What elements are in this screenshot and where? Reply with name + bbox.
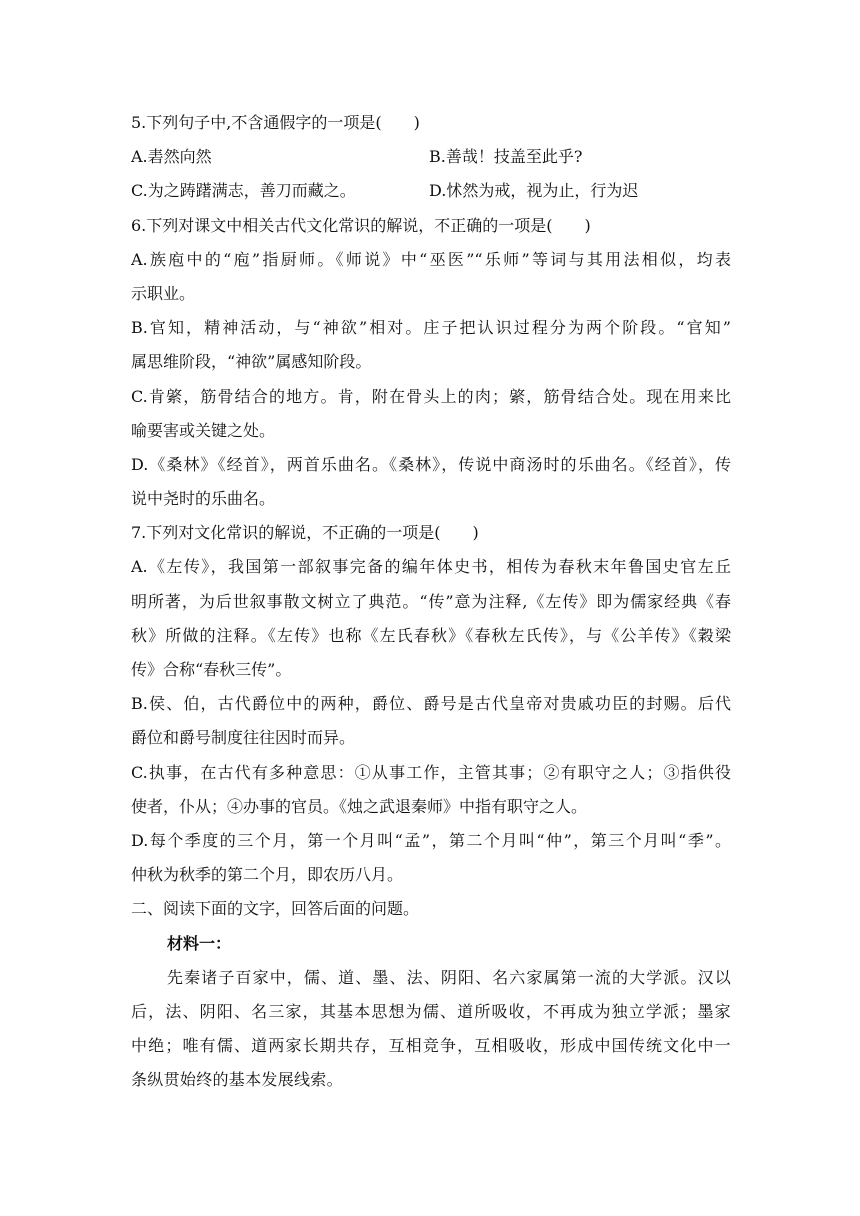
question-6-option-a-line: 示职业。 bbox=[131, 283, 196, 303]
question-6-stem: 6.下列对课文中相关古代文化常识的解说，不正确的一项是( ) bbox=[131, 215, 591, 235]
question-6-option-b-line: 属思维阶段，“神欲”属感知阶段。 bbox=[131, 352, 372, 372]
question-6-option-d-line: 说中尧时的乐曲名。 bbox=[131, 489, 276, 509]
material-1-line: 中绝；唯有儒、道两家长期共存，互相竞争，互相吸收，形成中国传统文化中一 bbox=[131, 1036, 731, 1056]
question-7-option-a-line: 传》合称“春秋三传”。 bbox=[131, 660, 292, 679]
question-7-option-a-line: 明所著，为后世叙事散文树立了典范。“传”意为注释,《左传》即为儒家经典《春 bbox=[131, 591, 731, 611]
material-1-title: 材料一： bbox=[167, 933, 232, 953]
question-7-option-b-line: 爵位和爵号制度往往因时而异。 bbox=[131, 728, 356, 748]
question-6-option-d-line: D.《桑林》《经首》，两首乐曲名。《桑林》，传说中商汤时的乐曲名。《经首》，传 bbox=[131, 454, 731, 474]
material-1-line: 先秦诸子百家中，儒、道、墨、法、阴阳、名六家属第一流的大学派。汉以 bbox=[167, 967, 731, 987]
material-1-line: 后，法、阴阳、名三家，其基本思想为儒、道所吸收，不再成为独立学派；墨家 bbox=[131, 1001, 731, 1021]
question-7-option-a-line: A.《左传》，我国第一部叙事完备的编年体史书，相传为春秋末年鲁国史官左丘 bbox=[131, 557, 731, 577]
question-7-option-b-line: B.侯、伯，古代爵位中的两种，爵位、爵号是古代皇帝对贵戚功臣的封赐。后代 bbox=[131, 694, 731, 714]
question-7-option-d-line: D.每个季度的三个月，第一个月叫“孟”，第二个月叫“仲”，第三个月叫“季”。 bbox=[131, 830, 731, 850]
question-5-option-a: A.砉然向然 bbox=[131, 147, 212, 167]
question-7-stem: 7.下列对文化常识的解说，不正确的一项是( ) bbox=[131, 523, 479, 543]
section-2-heading: 二、阅读下面的文字，回答后面的问题。 bbox=[131, 899, 420, 919]
question-5-option-b: B.善哉！技盖至此乎? bbox=[429, 147, 583, 167]
question-7-option-d-line: 仲秋为秋季的第二个月，即农历八月。 bbox=[131, 865, 404, 885]
question-5-option-c: C.为之踌躇满志，善刀而藏之。 bbox=[131, 181, 356, 201]
question-5-options-row-1 bbox=[131, 140, 731, 174]
question-5-options-row-2 bbox=[131, 174, 731, 208]
question-5-option-d: D.怵然为戒，视为止，行为迟 bbox=[429, 181, 639, 201]
question-7-option-a-line: 秋》所做的注释。《左传》也称《左氏春秋》《春秋左氏传》，与《公羊传》《穀梁 bbox=[131, 625, 731, 645]
material-1-line: 条纵贯始终的基本发展线索。 bbox=[131, 1070, 343, 1090]
question-7-option-c-line: C.执事，在古代有多种意思：①从事工作，主管其事；②有职守之人；③指供役 bbox=[131, 762, 731, 782]
question-6-option-a-line: A.族庖中的“庖”指厨师。《师说》中“巫医”“乐师”等词与其用法相似，均表 bbox=[131, 249, 731, 269]
question-5-stem: 5.下列句子中,不含通假字的一项是( ) bbox=[131, 113, 420, 132]
question-6-option-b-line: B.官知，精神活动，与“神欲”相对。庄子把认识过程分为两个阶段。“官知” bbox=[131, 318, 731, 338]
question-7-option-c-line: 使者，仆从；④办事的官员。《烛之武退秦师》中指有职守之人。 bbox=[131, 796, 588, 816]
exam-page bbox=[131, 106, 731, 1097]
question-6-option-c-line: C.肯綮，筋骨结合的地方。肯，附在骨头上的肉；綮，筋骨结合处。现在用来比 bbox=[131, 386, 731, 406]
question-6-option-c-line: 喻要害或关键之处。 bbox=[131, 420, 276, 440]
